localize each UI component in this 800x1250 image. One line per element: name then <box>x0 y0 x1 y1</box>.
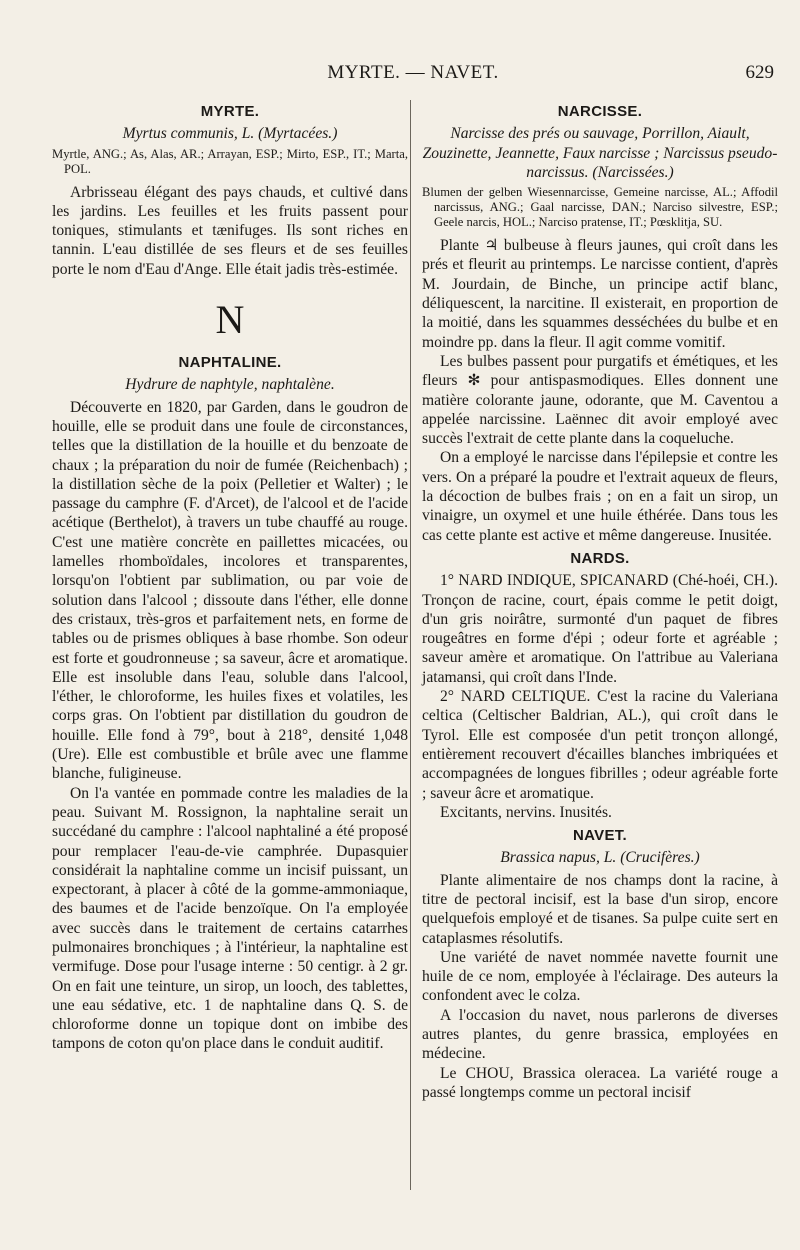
column-divider <box>410 100 411 1190</box>
paragraph: A l'occasion du navet, nous parlerons de diverses autres plantes, du genre brassica, employées en médecine. <box>422 1006 778 1063</box>
paragraph: Arbrisseau élégant des pays chauds, et cultivé dans les jardins. Les feuilles et les fruits passent pour toniques, stimulants et tænifuges. Ils sont riches en tannin. L'eau distillée de ses fleurs et de ses feuilles porte le nom d'Eau d'Ange. Elle était jadis très-estimée. <box>52 183 408 278</box>
left-column <box>52 98 408 1054</box>
paragraph: 1° NARD INDIQUE, SPICANARD (Ché-hoéi, CH.). Tronçon de racine, court, épais comme le petit doigt, d'un gris noirâtre, surmonté d'un paquet de fibres rougeâtres en forme d'épi ; odeur forte et agréable ; saveur amère et aromatique. On l'attribue au Valeriana jatamansi, qui croît dans l'Inde. <box>422 572 778 686</box>
running-title: MYRTE. — NAVET. <box>327 62 499 83</box>
entry-title-navet: NAVET. <box>572 827 628 845</box>
synonyms-narcisse: Blumen der gelben Wiesennarcisse, Gemeine narcisse, AL.; Affodil narcissus, ANG.; Gaal narcisse, DAN.; Narciso silvestre, ESP.; Geele narcis, HOL.; Narciso pratense, IT.; Pœsklitja, SU. <box>422 185 778 230</box>
paragraph: Le CHOU, Brassica oleracea. La variété rouge a passé longtemps comme un pectoral incisif <box>422 1064 778 1101</box>
paragraph: Plante ♃ bulbeuse à fleurs jaunes, qui croît dans les prés et fleurit au printemps. Le narcisse contient, d'après M. Jourdain, de Binche, un principe actif blanc, déliquescent, la narcitine. Il existerait, en proportion de la moitié, dans les squammes desséchées du bulbe et en moindre pp. dans la fleur. Il agit comme vomitif. <box>422 237 778 351</box>
entry-subtitle-navet: Brassica napus, L. (Crucifères.) <box>500 849 700 867</box>
entry-title-nards: NARDS. <box>570 549 630 567</box>
paragraph: Plante alimentaire de nos champs dont la racine, à titre de pectoral incisif, est la base d'un sirop, encore quelquefois employé et de tisanes. Sa pulpe cuite sert en cataplasmes résolutifs. <box>422 871 778 947</box>
entry-title-naphtaline: NAPHTALINE. <box>178 354 282 372</box>
entry-title-myrte: MYRTE. <box>200 103 260 120</box>
page-number: 629 <box>745 62 774 83</box>
synonyms-myrte: Myrtle, ANG.; As, Alas, AR.; Arrayan, ESP.; Mirto, ESP., IT.; Marta, POL. <box>52 146 408 176</box>
entry-subtitle-myrte: Myrtus communis, L. (Myrtacées.) <box>122 125 338 143</box>
paragraph: Découverte en 1820, par Garden, dans le goudron de houille, elle se produit dans une foule de circonstances, telles que la distillation de la houille et du benzoate de chaux ; la préparation du noir de fumée (Reichenbach) ; la distillation sèche de la poix (Pelletier et Walter) ; le passage du camphre (F. d'Arcet), de l'alcool et de l'acide acétique (Berthelot), à travers un tube chauffé au rouge. C'est une matière concrète en paillettes micacées, ou lamelles rhomboïdales, incolores et transparentes, lorsqu'on l'obtient par sublimation, ou par voie de solution dans l'alcool ; dissoute dans l'éther, elle donne des cristaux, très-gros et parfaitement nets, en forme de tables ou de prismes obliques à base rhombe. Son odeur est forte et goudronneuse ; sa saveur, âcre et aromatique. Elle est insoluble dans l'eau, soluble dans l'alcool, l'éther, le chloroforme, les huiles fixes et volatiles, les corps gras. On l'obtient par distillation du goudron de houille. Elle fond à 79°, bout à 218°, densité 1,048 (Ure). Elle est combustible et brûle avec une flamme blanche, fuligineuse. <box>52 398 408 783</box>
entry-subtitle-narcisse: Narcisse des prés ou sauvage, Porrillon, Aiault, Zouzinette, Jeannette, Faux narcisse ; Narcissus pseudo-narcissus. (Narcissées.) <box>422 125 778 181</box>
paragraph: 2° NARD CELTIQUE. C'est la racine du Valeriana celtica (Celtischer Baldrian, AL.), qui croît dans le Tyrol. Elle est composée d'un petit tronçon allongé, entièrement recouvert d'écailles blanches imbriquées et accompagnées de longues fibrilles ; odeur agréable forte ; saveur âcre et aromatique. <box>422 688 778 802</box>
paragraph: On a employé le narcisse dans l'épilepsie et contre les vers. On a préparé la poudre et l'extrait aqueux de fleurs, la décoction de bulbes frais ; on en a fait un sirop, un vinaigre, un oxymel et une huile éthérée. Dans tous les cas cette plante est active et même dangereuse. Inusitée. <box>422 449 778 544</box>
right-column <box>422 98 778 1102</box>
paragraph: Les bulbes passent pour purgatifs et émétiques, et les fleurs ✻ pour antispasmodiques. Elles donnent une matière colorante jaune, odorante, que M. Caventou a appelée narcissine. Laënnec dit avoir employé avec succès l'extrait de cette plante dans la coqueluche. <box>422 352 778 448</box>
entry-subtitle-naphtaline: Hydrure de naphtyle, naphtalène. <box>125 376 335 394</box>
section-letter: N <box>215 297 245 343</box>
paragraph: Une variété de navet nommée navette fournit une huile de ce nom, employée à l'éclairage. Des auteurs la confondent avec le colza. <box>422 948 778 1005</box>
paragraph: On l'a vantée en pommade contre les maladies de la peau. Suivant M. Rossignon, la naphtaline serait un succédané du camphre : l'alcool naphtaliné a été proposé pour remplacer l'eau-de-vie camphrée. Dupasquier considérait la naphtaline comme un incisif puissant, un expectorant, à placer à côté de la gomme-ammoniaque, des baumes et de l'acide benzoïque. On l'a employée avec succès dans le traitement de certains catarrhes pulmonaires bronchiques ; à l'intérieur, la naphtaline est vermifuge. Dose pour l'usage interne : 50 centigr. à 2 gr. On en fait une teinture, un sirop, un looch, des tablettes, une eau sédative, etc. 1 de naphtaline dans Q. S. de chloroforme donne un topique dont on imbibe des tampons de coton qu'on place dans le conduit auditif. <box>52 784 408 1053</box>
entry-title-narcisse: NARCISSE. <box>557 103 643 120</box>
running-head <box>52 62 774 86</box>
paragraph: Excitants, nervins. Inusités. <box>440 803 612 821</box>
